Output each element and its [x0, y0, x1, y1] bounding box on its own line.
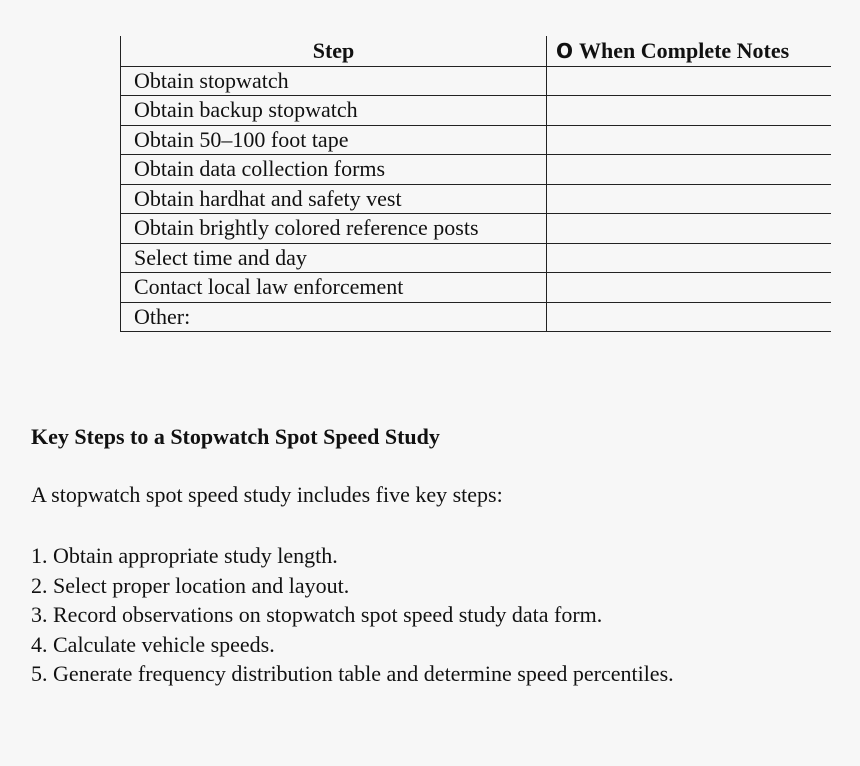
step-cell: Obtain 50–100 foot tape	[121, 125, 547, 155]
key-steps-list	[31, 541, 674, 689]
list-item: 5. Generate frequency distribution table and determine speed percentiles.	[31, 661, 674, 686]
table-row	[121, 184, 831, 214]
notes-cell	[547, 243, 831, 273]
step-cell: Other:	[121, 302, 547, 332]
table-row	[121, 66, 831, 96]
circle-icon: O	[556, 38, 574, 63]
pre-study-checklist-table	[120, 36, 831, 332]
list-item: 1. Obtain appropriate study length.	[31, 543, 338, 568]
step-cell: Obtain backup stopwatch	[121, 96, 547, 126]
step-cell: Contact local law enforcement	[121, 273, 547, 303]
table-row	[121, 155, 831, 185]
step-cell: Obtain data collection forms	[121, 155, 547, 185]
notes-cell	[547, 184, 831, 214]
list-item: 2. Select proper location and layout.	[31, 572, 350, 598]
list-item: 3. Record observations on stopwatch spot speed study data form.	[31, 602, 603, 627]
section-heading: Key Steps to a Stopwatch Spot Speed Study	[31, 424, 440, 449]
table-row	[121, 273, 831, 303]
notes-cell	[547, 155, 831, 185]
when-complete-notes-label: When Complete Notes	[579, 37, 790, 63]
list-item: 4. Calculate vehicle speeds.	[31, 631, 275, 657]
intro-paragraph: A stopwatch spot speed study includes five key steps:	[31, 482, 503, 507]
notes-cell	[547, 302, 831, 332]
notes-cell	[547, 273, 831, 303]
notes-cell	[547, 66, 831, 96]
notes-cell	[547, 125, 831, 155]
table-row	[121, 302, 831, 332]
step-cell: Obtain stopwatch	[121, 66, 547, 96]
notes-cell	[547, 214, 831, 244]
step-cell: Select time and day	[121, 243, 547, 273]
step-cell: Obtain hardhat and safety vest	[121, 184, 547, 214]
notes-cell	[547, 96, 831, 126]
table-header-row	[121, 36, 831, 66]
table-row	[121, 96, 831, 126]
when-complete-notes-column-header	[547, 36, 831, 66]
step-column-header: Step	[121, 36, 547, 66]
table-row	[121, 214, 831, 244]
table-row	[121, 243, 831, 273]
step-cell: Obtain brightly colored reference posts	[121, 214, 547, 244]
table-row	[121, 125, 831, 155]
